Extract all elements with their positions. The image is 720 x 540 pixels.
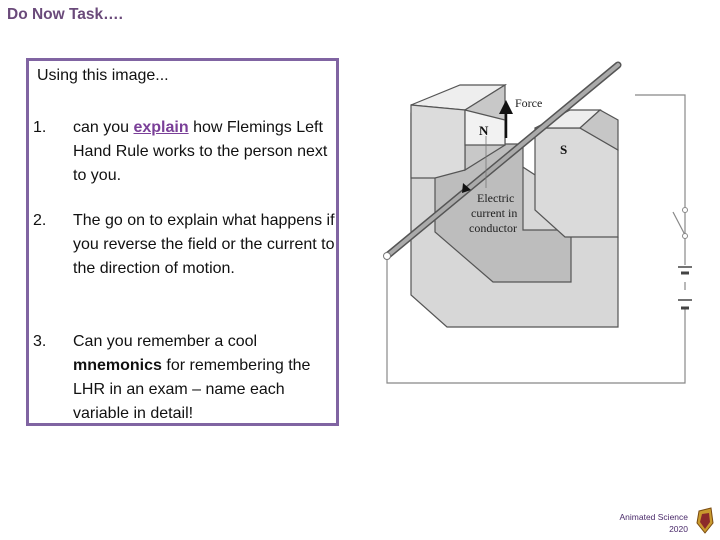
footer-year: 2020 — [669, 524, 688, 534]
mnemonics-keyword: mnemonics — [73, 357, 162, 374]
task-item-text: The go on to explain what happens if you reverse the field or the current to the direction of motion. — [73, 212, 335, 277]
rod-end-terminal — [384, 253, 391, 260]
task-item-text: Can you remember a cool mnemonics for remembering the LHR in an exam – name each variable in detail! — [73, 333, 311, 422]
task-item-number: 1. — [33, 119, 47, 136]
task-item-text: can you explain how Flemings Left Hand Rule works to the person next to you. — [73, 119, 328, 184]
task-item-number: 3. — [33, 333, 47, 350]
footer-credit — [619, 511, 688, 535]
explain-link[interactable]: explain — [133, 119, 189, 136]
current-label-line-2: current in — [471, 206, 518, 220]
motor-effect-diagram — [375, 50, 710, 395]
switch-contact — [683, 208, 688, 213]
page-title: Do Now Task…. — [7, 6, 123, 23]
task-item-number: 2. — [33, 212, 47, 229]
footer-brand: Animated Science — [619, 512, 688, 522]
north-pole-label: N — [479, 123, 489, 138]
task-intro: Using this image... — [37, 67, 169, 84]
south-pole-label: S — [560, 142, 568, 157]
switch-contact — [683, 234, 688, 239]
force-label: Force — [515, 96, 543, 110]
current-label-line-3: conductor — [469, 221, 517, 235]
task-box — [26, 58, 339, 426]
current-label-line-1: Electric — [477, 191, 515, 205]
animated-science-logo-icon — [693, 505, 717, 535]
